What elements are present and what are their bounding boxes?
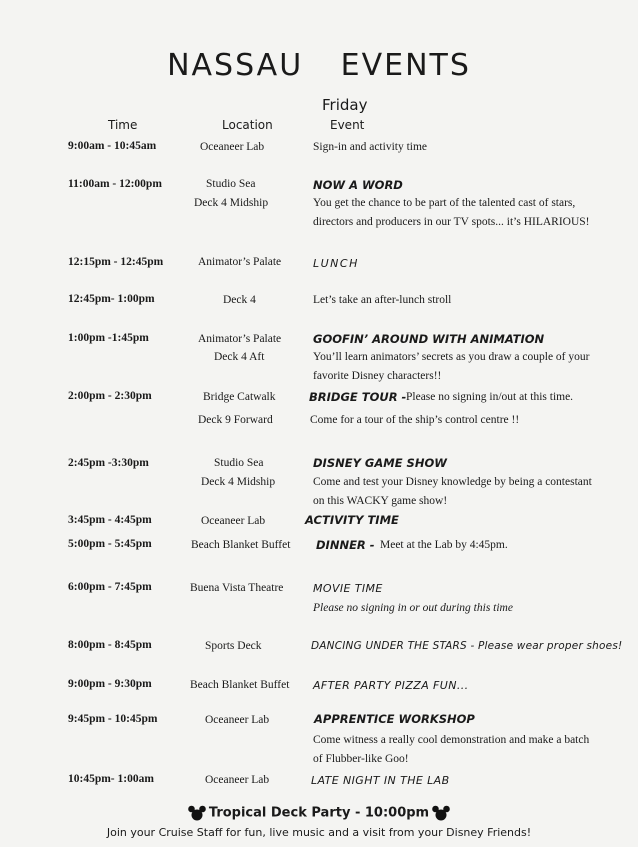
header-location: Location	[222, 118, 273, 132]
mickey-ears-icon	[188, 805, 206, 821]
row-event-note: Please no signing in/out at this time.	[406, 391, 574, 403]
row-location: Animator’s Palate	[198, 256, 282, 268]
row-event-title: DISNEY GAME SHOW	[313, 456, 447, 470]
row-time: 12:15pm - 12:45pm	[68, 256, 164, 268]
row-time: 12:45pm- 1:00pm	[68, 293, 155, 305]
row-time: 10:45pm- 1:00am	[68, 773, 154, 785]
row-time: 9:45pm - 10:45pm	[68, 713, 158, 725]
page-title: NASSAU EVENTS	[167, 48, 471, 83]
row-event-title: DINNER -	[316, 538, 375, 552]
row-location: Deck 4	[223, 294, 256, 306]
row-event-text: on this WACKY game show!	[313, 495, 448, 507]
row-event-title: MOVIE TIME	[313, 582, 383, 595]
row-event-text: Come witness a really cool demonstration and make a batch	[313, 734, 590, 746]
row-event-title: DANCING UNDER THE STARS - Please wear proper shoes!	[311, 640, 623, 652]
row-time: 6:00pm - 7:45pm	[68, 581, 152, 593]
row-event-text: of Flubber-like Goo!	[313, 753, 409, 765]
row-time: 9:00pm - 9:30pm	[68, 678, 152, 690]
row-location: Animator’s Palate	[198, 333, 282, 345]
row-event-text: Sign-in and activity time	[313, 141, 428, 153]
row-event-title: GOOFIN’ AROUND WITH ANIMATION	[313, 332, 545, 346]
row-event-text: Please no signing in or out during this time	[313, 602, 513, 614]
row-event-text: You’ll learn animators’ secrets as you draw a couple of your	[313, 351, 590, 363]
row-location: Beach Blanket Buffet	[190, 679, 290, 691]
row-location: Studio Sea	[214, 457, 264, 469]
row-location-detail: Deck 4 Aft	[214, 351, 265, 363]
row-event-title: APPRENTICE WORKSHOP	[314, 712, 475, 726]
row-event-title: NOW A WORD	[313, 178, 403, 192]
row-location: Oceaneer Lab	[201, 515, 266, 527]
row-event-text: favorite Disney characters!!	[313, 370, 442, 382]
row-location: Oceaneer Lab	[200, 141, 265, 153]
row-event-title: AFTER PARTY PIZZA FUN...	[313, 679, 469, 692]
row-event-text: Come and test your Disney knowledge by being a contestant	[313, 476, 592, 488]
row-location-detail: Deck 4 Midship	[194, 197, 269, 209]
row-time: 11:00am - 12:00pm	[68, 178, 162, 190]
header-time: Time	[108, 118, 138, 132]
mickey-ears-icon	[432, 805, 450, 821]
row-time: 3:45pm - 4:45pm	[68, 514, 152, 526]
row-time: 2:00pm - 2:30pm	[68, 390, 152, 402]
row-event-text: directors and producers in our TV spots... it’s HILARIOUS!	[313, 216, 590, 228]
row-location: Bridge Catwalk	[203, 391, 276, 403]
row-time: 5:00pm - 5:45pm	[68, 538, 152, 550]
footer-subtitle: Join your Cruise Staff for fun, live music and a visit from your Disney Friends!	[106, 826, 532, 839]
row-event-text: Come for a tour of the ship’s control centre !!	[310, 414, 520, 426]
row-event-note: Meet at the Lab by 4:45pm.	[380, 539, 508, 551]
row-time: 1:00pm -1:45pm	[68, 332, 149, 344]
row-location: Oceaneer Lab	[205, 714, 270, 726]
row-time: 2:45pm -3:30pm	[68, 457, 149, 469]
row-event-title: ACTIVITY TIME	[305, 513, 399, 527]
row-location: Studio Sea	[206, 178, 256, 190]
header-event: Event	[330, 118, 365, 132]
row-location: Sports Deck	[205, 640, 262, 652]
row-location: Buena Vista Theatre	[190, 582, 284, 594]
row-event-title: LUNCH	[313, 257, 359, 270]
row-location-detail: Deck 9 Forward	[198, 414, 273, 426]
row-location-detail: Deck 4 Midship	[201, 476, 276, 488]
row-event-text: You get the chance to be part of the talented cast of stars,	[313, 197, 576, 209]
row-location: Beach Blanket Buffet	[191, 539, 291, 551]
footer-title-text: Tropical Deck Party - 10:00pm	[208, 805, 430, 821]
footer-title	[0, 805, 638, 821]
row-event-text: Let’s take an after-lunch stroll	[313, 294, 452, 306]
row-event-title: LATE NIGHT IN THE LAB	[311, 774, 450, 787]
row-location: Oceaneer Lab	[205, 774, 270, 786]
row-event-title: BRIDGE TOUR -	[309, 390, 407, 404]
row-time: 9:00am - 10:45am	[68, 140, 157, 152]
day-heading: Friday	[322, 96, 368, 114]
row-time: 8:00pm - 8:45pm	[68, 639, 152, 651]
